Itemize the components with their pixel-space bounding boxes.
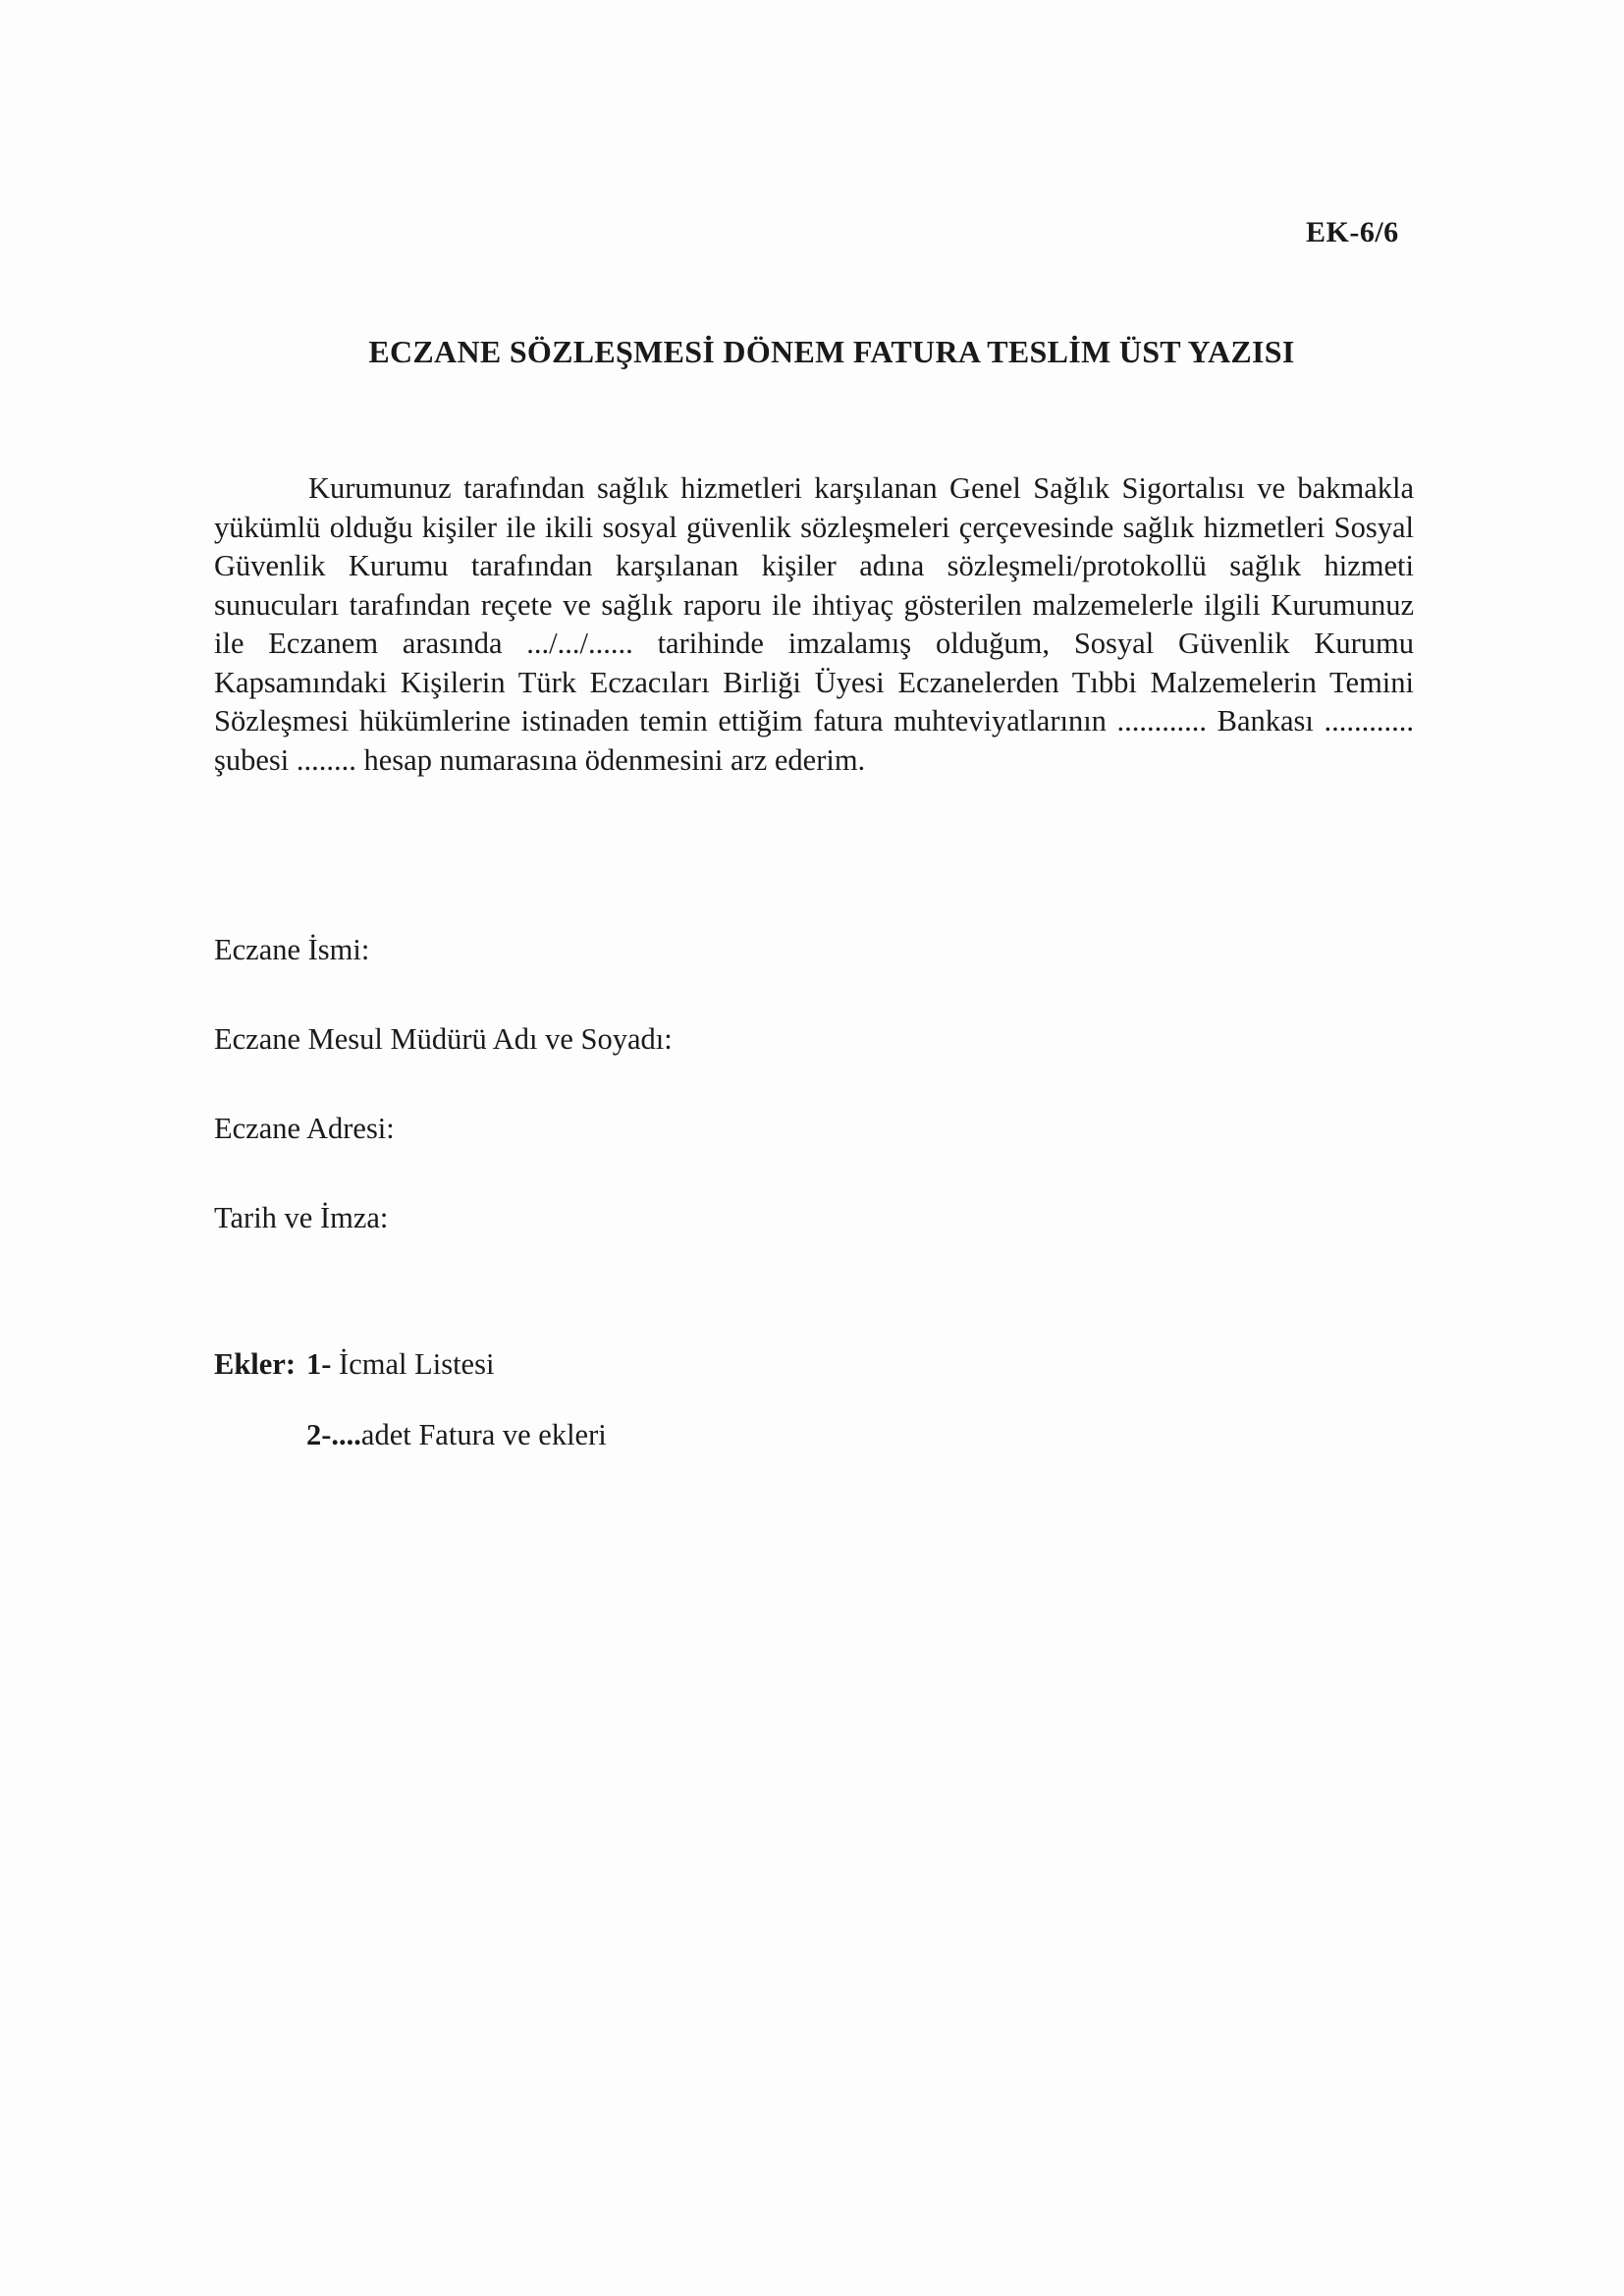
attachments-section — [214, 1347, 607, 1457]
attachment-text: adet Fatura ve ekleri — [360, 1418, 607, 1451]
attachment-number: 2-.... — [306, 1418, 361, 1451]
pharmacy-name-label: Eczane İsmi: — [214, 933, 370, 966]
annex-code: EK-6/6 — [1306, 216, 1399, 248]
pharmacy-info-fields — [214, 933, 673, 1290]
attachment-item — [214, 1418, 607, 1457]
body-paragraph: Kurumunuz tarafından sağlık hizmetleri karşılanan Genel Sağlık Sigortalısı ve bakmakla yükümlü olduğu kişiler ile ikili sosyal güvenlik sözleşmeleri çerçevesinde sağlık hizmetleri Sosyal Güvenlik Kurumu tarafından karşılanan kişiler adına sözleşmeli/protokollü sağlık hizmeti sunucuları tarafından reçete ve sağlık raporu ile ihtiyaç gösterilen malzemelerle ilgili Kurumunuz ile Eczanem arasında .../.../...... tarihinde imzalamış olduğum, Sosyal Güvenlik Kurumu Kapsamındaki Kişilerin Türk Eczacıları Birliği Üyesi Eczanelerden Tıbbi Malzemelerin Temini Sözleşmesi hükümlerine istinaden temin ettiğim fatura muhteviyatlarının ............ Bankası ............ şubesi ........ hesap numarasına ödenmesini arz ederim. — [214, 471, 1414, 777]
attachment-text: İcmal Listesi — [339, 1347, 495, 1381]
date-signature-label: Tarih ve İmza: — [214, 1201, 389, 1234]
document-title: ECZANE SÖZLEŞMESİ DÖNEM FATURA TESLİM ÜST YAZISI — [368, 334, 1295, 369]
attachment-item — [214, 1347, 607, 1387]
manager-name-label: Eczane Mesul Müdürü Adı ve Soyadı: — [214, 1022, 673, 1056]
attachments-label: Ekler: — [214, 1347, 297, 1381]
attachment-number: 1- — [306, 1347, 332, 1381]
pharmacy-address-label: Eczane Adresi: — [214, 1112, 395, 1145]
